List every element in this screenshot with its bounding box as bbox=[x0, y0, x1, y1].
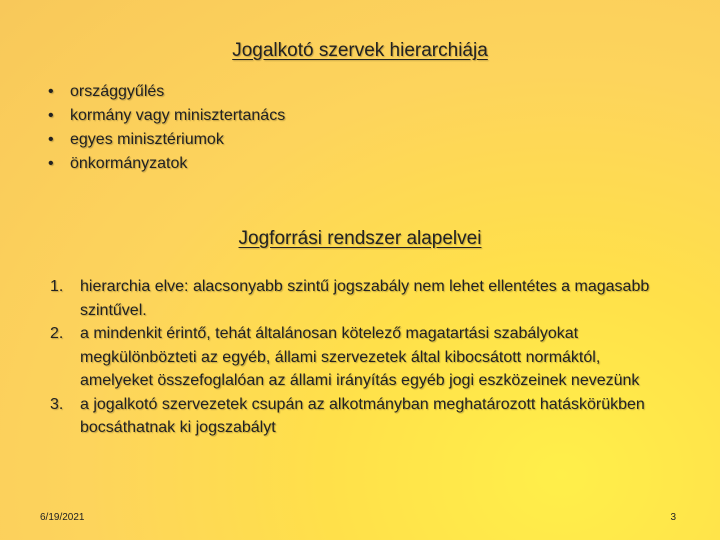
bullet-list bbox=[48, 80, 285, 176]
numbered-item bbox=[50, 393, 670, 440]
item-text: hierarchia elve: alacsonyabb szintű jogszabály nem lehet ellentétes a magasabb szintűvel. bbox=[80, 278, 650, 319]
numbered-item bbox=[50, 275, 670, 322]
bullet-item: • önkormányzatok bbox=[48, 152, 285, 176]
bullet-item: • kormány vagy minisztertanács bbox=[48, 104, 285, 128]
item-text: a jogalkotó szervezetek csupán az alkotmányban meghatározott hatáskörükben bocsáthatnak ki jogszabályt bbox=[80, 395, 645, 436]
item-number: 3. bbox=[50, 395, 64, 413]
page-number: 3 bbox=[670, 512, 676, 523]
numbered-item bbox=[50, 322, 670, 393]
slide-title: Jogalkotó szervek hierarchiája bbox=[232, 40, 488, 61]
item-number: 2. bbox=[50, 325, 64, 342]
section-subtitle: Jogforrási rendszer alapelvei bbox=[238, 228, 482, 249]
bullet-item: • országgyűlés bbox=[48, 80, 285, 104]
footer-date: 6/19/2021 bbox=[40, 512, 85, 523]
item-text: a mindenkit érintő, tehát általánosan kötelező magatartási szabályokat megkülönbözteti az egyéb, állami szervezetek által kibocsátott normáktól, amelyeket összefoglalóan az állami irányítás egyéb jogi eszközeinek nevezünk bbox=[80, 325, 640, 389]
numbered-list bbox=[50, 275, 670, 440]
item-number: 1. bbox=[50, 278, 64, 295]
bullet-item: • egyes minisztériumok bbox=[48, 128, 285, 152]
